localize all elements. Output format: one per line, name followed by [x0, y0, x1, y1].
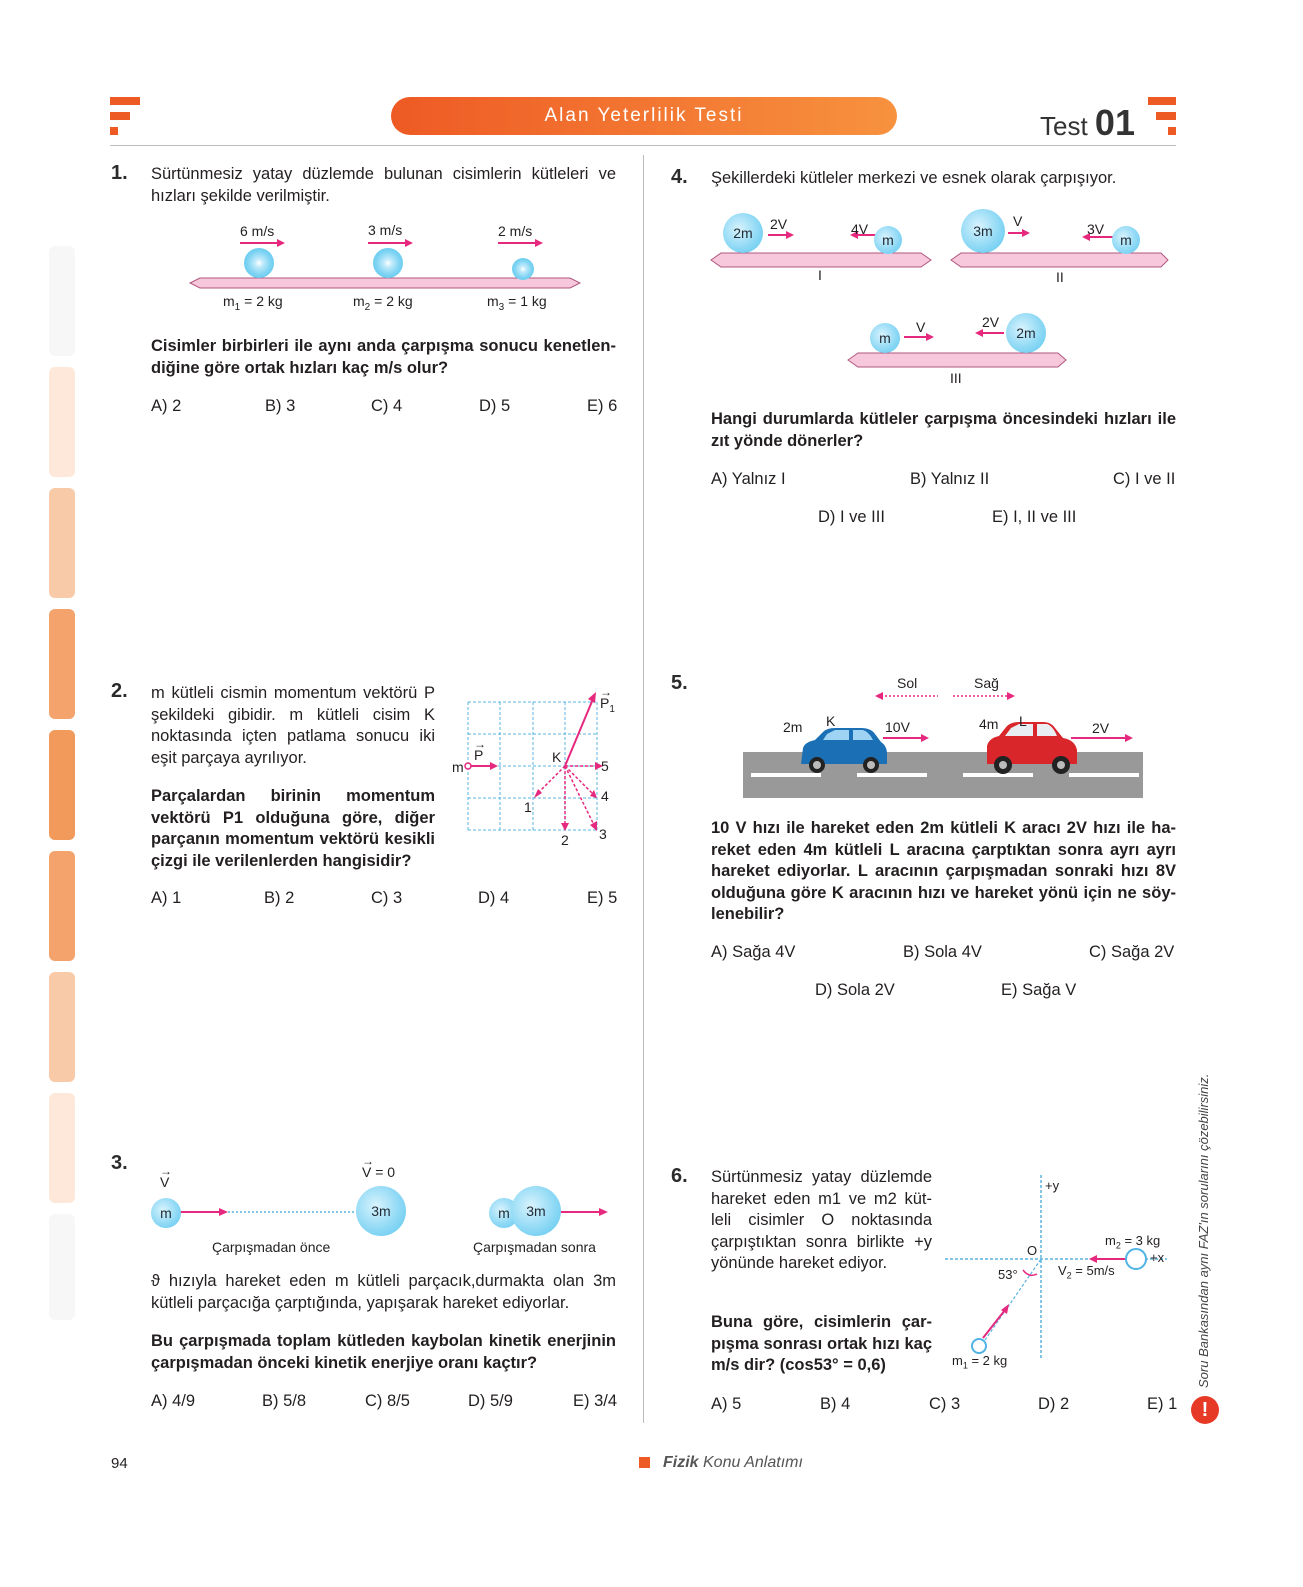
q4-I-small: m [874, 226, 902, 254]
header-divider [110, 145, 1176, 146]
test-label [1040, 102, 1135, 144]
q3-before: Çarpışmadan önce [212, 1239, 331, 1255]
q3-option-b[interactable]: B) 5/8 [262, 1392, 307, 1410]
q4-I-small-v: 4V [851, 221, 869, 237]
q4-number: 4. [671, 166, 688, 188]
q1-number: 1. [111, 162, 128, 184]
q3-option-c[interactable]: C) 8/5 [365, 1392, 410, 1410]
q3-m-ball: m [151, 1198, 181, 1228]
q2-P: → P [474, 737, 486, 763]
q1-text: Sürtünmesiz yatay düzlemde bulunan cisimlerin kütleleri ve hızları şekilde verilmiştir. [151, 165, 616, 205]
q1-question: Cisimler birbirleri ile aynı anda çarpışma sonucu kenetlen-diğine göre ortak hızları kaç m/s olur? [151, 337, 616, 377]
q4-II-small: m [1112, 226, 1140, 254]
q4-II-big: 3m [961, 209, 1005, 253]
q2-number: 2. [111, 680, 128, 702]
q4-I-big: 2m [723, 213, 763, 253]
q5-sag: Sağ [974, 675, 999, 691]
q3-option-a[interactable]: A) 4/9 [151, 1392, 196, 1410]
q4-II-label: II [1056, 269, 1064, 285]
q4-II-small-v: 3V [1087, 221, 1105, 237]
q2-option-c[interactable]: C) 3 [371, 889, 403, 907]
q5-option-c[interactable]: C) Sağa 2V [1089, 943, 1175, 961]
q2-option-a[interactable]: A) 1 [151, 889, 182, 907]
q6-option-e[interactable]: E) 1 [1147, 1395, 1178, 1413]
q5-option-a[interactable]: A) Sağa 4V [711, 943, 796, 961]
q3-question: Bu çarpışmada toplam kütleden kaybolan kinetik enerjinin çarpışmadan önceki kinetik enerjiye oranı kaçtır? [151, 1332, 616, 1372]
q2-option-b[interactable]: B) 2 [264, 889, 295, 907]
column-divider [643, 155, 644, 1423]
q4-option-e[interactable]: E) I, II ve III [992, 508, 1077, 526]
q4-I-big-v: 2V [770, 216, 788, 232]
warning-icon: ! [1191, 1396, 1219, 1424]
q4-question: Hangi durumlarda kütleler çarpışma öncesindeki hızları ile zıt yönde dönerler? [711, 410, 1176, 450]
q6-option-d[interactable]: D) 2 [1038, 1395, 1070, 1413]
q1-m3: $m_3 = 1$ kg [487, 293, 547, 313]
q2-P1: → $P_1$ [600, 685, 615, 715]
q4-option-a[interactable]: A) Yalnız I [711, 470, 786, 488]
q5-number: 5. [671, 672, 688, 694]
q6-y-label: +y [1045, 1178, 1060, 1193]
logo-left-icon [110, 97, 142, 137]
q4-III-label: III [950, 370, 962, 386]
q1-option-b[interactable]: B) 3 [265, 397, 296, 415]
q6-angle: 53° [998, 1267, 1018, 1282]
q2-question: Parçalardan birinin momentum vektörü P1 olduğuna göre, diğer parçanın momentum vektörü kesikli çizgi ile verilenlerden hangisidir? [151, 787, 435, 870]
q3-text: ϑ hızıyla hareket eden m kütleli parçacık,durmakta olan 3m kütleli parçacığa çarptığında, yapışarak hareket ediyorlar. [151, 1272, 616, 1312]
q2-text: m kütleli cismin momentum vektörü P şekildeki gibidir. m kütleli cisim K noktasında içten patlama sonucu iki eşit parçaya ayrılıyor. [151, 684, 435, 767]
q5-K: K [826, 713, 836, 729]
q6-m2: $m_2 = 3$ kg [1105, 1233, 1161, 1251]
q1-option-d[interactable]: D) 5 [479, 397, 511, 415]
q2-label-2: 2 [561, 832, 569, 848]
q6-x-label: +x [1150, 1250, 1165, 1265]
q5-K-v: 10V [885, 719, 910, 735]
q1-option-c[interactable]: C) 4 [371, 397, 403, 415]
q4-option-d[interactable]: D) I ve III [818, 508, 885, 526]
q4-III-big-v: 2V [982, 314, 1000, 330]
q2-label-3: 3 [599, 826, 607, 842]
q4-III-big: 2m [1006, 313, 1046, 353]
q6-v2: $V_2 = 5m/s$ [1058, 1263, 1115, 1281]
q3-option-e[interactable]: E) 3/4 [573, 1392, 618, 1410]
q2-option-d[interactable]: D) 4 [478, 889, 510, 907]
q6-text: Sürtünmesiz yatay düzlemde hareket eden m1 ve m2 küt-leli cisimler O noktasında çarpıştıktan sonra birlikte +y yönünde hareket ediyor. [711, 1168, 932, 1272]
q2-option-e[interactable]: E) 5 [587, 889, 618, 907]
q5-figure [743, 670, 1145, 802]
test-word: Test [1040, 111, 1088, 141]
q3-after-m: m [489, 1198, 519, 1228]
q3-number: 3. [111, 1152, 128, 1174]
footer-book-rest: Konu Anlatımı [698, 1454, 803, 1471]
q5-option-b[interactable]: B) Sola 4V [903, 943, 982, 961]
q5-option-d[interactable]: D) Sola 2V [815, 981, 895, 999]
page-number: 94 [111, 1455, 128, 1472]
q1-figure [185, 220, 585, 320]
q1-v3: 2 m/s [498, 223, 533, 239]
q2-figure [450, 685, 620, 850]
q5-sol: Sol [897, 675, 918, 691]
q1-option-a[interactable]: A) 2 [151, 397, 182, 415]
q6-option-a[interactable]: A) 5 [711, 1395, 742, 1413]
q2-label-4: 4 [601, 788, 609, 804]
q6-figure [945, 1170, 1177, 1380]
test-number: 01 [1094, 102, 1135, 143]
q5-question: 10 V hızı ile hareket eden 2m kütleli K aracı 2V hızı ile ha-reket eden 4m kütleli L aracına çarptıktan sonra ayrı ayrı hareket ediyorlar. L aracının çarpışmadan sonraki hızı 8V olduğuna göre K aracının hızı ve hareket yönü için ne söy-lenebilir? [711, 819, 1176, 923]
banner-title: Alan Yeterlilik Testi [544, 105, 744, 126]
q5-L: L [1019, 713, 1027, 729]
q6-m1: $m_1 = 2$ kg [952, 1353, 1008, 1371]
q6-option-c[interactable]: C) 3 [929, 1395, 961, 1413]
q1-v2: 3 m/s [368, 222, 403, 238]
q6-O: O [1027, 1243, 1038, 1258]
q6-number: 6. [671, 1165, 688, 1187]
q3-V: → V [160, 1164, 172, 1190]
q2-label-1: 1 [524, 799, 532, 815]
q6-option-b[interactable]: B) 4 [820, 1395, 851, 1413]
q3-after: Çarpışmadan sonra [473, 1239, 596, 1255]
q4-figure [706, 205, 1176, 390]
q5-option-e[interactable]: E) Sağa V [1001, 981, 1077, 999]
header-banner [391, 97, 897, 135]
q4-I-label: I [818, 267, 822, 283]
q5-K-mass: 2m [783, 719, 803, 735]
q3-option-d[interactable]: D) 5/9 [468, 1392, 513, 1410]
q3-after-3m: 3m [511, 1186, 561, 1236]
q2-m: m [452, 759, 464, 775]
q1-m1: $m_1 = 2$ kg [223, 293, 283, 313]
q4-II-big-v: V [1013, 213, 1023, 229]
q5-L-v: 2V [1092, 720, 1110, 736]
q4-III-small: m [870, 323, 900, 353]
footer-book [663, 1454, 803, 1472]
q5-L-mass: 4m [979, 716, 999, 732]
q4-III-small-v: V [916, 319, 926, 335]
q1-v1: 6 m/s [240, 223, 275, 239]
q2-K: K [552, 749, 562, 765]
q1-m2: $m_2 = 2$ kg [353, 293, 413, 313]
q3-3m-ball: 3m [356, 1186, 406, 1236]
q1-option-e[interactable]: E) 6 [587, 397, 618, 415]
footer-square-icon [639, 1457, 650, 1468]
footer-book-bold: Fizik [663, 1454, 699, 1471]
q4-option-c[interactable]: C) I ve II [1113, 470, 1176, 488]
q3-figure [148, 1154, 618, 1260]
side-note: Soru Bankasından aynı FAZ'ın sorularını çözebilirsiniz. [1196, 1073, 1211, 1388]
q3-V0: → V = 0 [362, 1154, 396, 1180]
logo-right-icon [1148, 97, 1180, 137]
q6-question: Buna göre, cisimlerin çar-pışma sonrası ortak hızı kaç m/s dir? (cos53° = 0,6) [711, 1313, 932, 1374]
q4-text: Şekillerdeki kütleler merkezi ve esnek olarak çarpışıyor. [711, 169, 1117, 187]
q4-option-b[interactable]: B) Yalnız II [910, 470, 990, 488]
q2-label-5: 5 [601, 758, 609, 774]
